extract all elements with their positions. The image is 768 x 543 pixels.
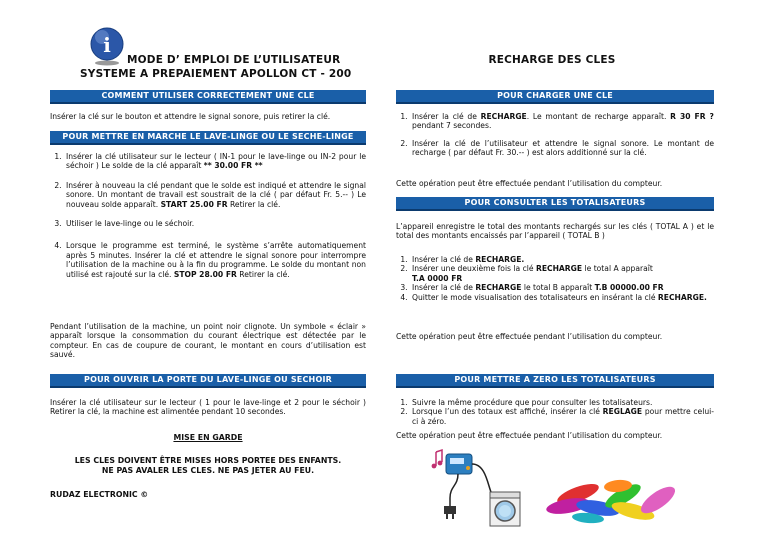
warning-title: MISE EN GARDE [173, 433, 243, 442]
totals-intro: L’appareil enregistre le total des montants rechargés sur les clés ( TOTAL A ) et le total des montants encaissés par l’appareil ( TOTAL B ) [396, 222, 714, 241]
start-steps-list [50, 152, 366, 279]
page-subtitle: SYSTEME A PREPAIEMENT APOLLON CT - 200 [80, 68, 352, 80]
svg-text:i: i [103, 33, 111, 57]
door-text: Insérer la clé utilisateur sur le lecteur ( 1 pour le lave-linge et 2 pour le séchoir ) Retirer la clé, la machine est alimentée pendant 10 secondes. [50, 398, 366, 417]
list-item: 1. Insérer la clé de RECHARGE. Le montant de recharge apparaît. R 30 FR ? pendant 7 secondes. [410, 112, 714, 131]
footer-brand: RUDAZ ELECTRONIC © [50, 490, 149, 499]
totals-steps-list [396, 255, 714, 302]
section-bar-open-door: POUR OUVRIR LA PORTE DU LAVE-LINGE OU SECHOIR [50, 374, 366, 388]
warning-line-1: LES CLES DOIVENT ÊTRE MISES HORS PORTEE DES ENFANTS. [74, 456, 342, 465]
section-bar-totals: POUR CONSULTER LES TOTALISATEURS [396, 197, 714, 211]
section-bar-use-key: COMMENT UTILISER CORRECTEMENT UNE CLE [50, 90, 366, 104]
list-item: 2. Insérer à nouveau la clé pendant que le solde est indiqué et attendre le signal sonore. Un montant de travail est soustrait de la clé ( par défaut Fr. 5.-- ) Le nouveau solde apparaît. START 25.00 FR Retirer la clé. [64, 181, 366, 209]
list-item: 2. Insérer une deuxième fois la clé RECHARGE le total A apparaît T.A 0000 FR [410, 264, 714, 283]
list-item: 1. Suivre la même procédure que pour consulter les totalisateurs. [410, 398, 714, 407]
charge-note: Cette opération peut être effectuée pendant l’utilisation du compteur. [396, 179, 663, 188]
charge-steps-list [396, 112, 714, 158]
list-item: 4. Lorsque le programme est terminé, le système s’arrête automatiquement après 5 minutes. Insérer la clé et attendre le signal sonore pour interrompre l’utilisation de la machine ou à la fin du programme. Le solde du montant non utilisé est rajouté sur la clé. STOP 28.00 FR Retirer la clé. [64, 241, 366, 279]
section-bar-reset: POUR METTRE A ZERO LES TOTALISATEURS [396, 374, 714, 388]
list-item: 3. Insérer la clé de RECHARGE le total B apparaît T.B 00000.00 FR [410, 283, 714, 292]
list-item: 2. Insérer la clé de l’utilisateur et attendre le signal sonore. Le montant de recharge ( par défaut Fr. 30.-- ) est alors additionné sur la clé. [410, 139, 714, 158]
intro-text: Insérer la clé sur le bouton et attendre le signal sonore, puis retirer la clé. [50, 112, 331, 121]
meter-washer-keys-illustration [428, 446, 690, 528]
list-item: 1. Insérer la clé utilisateur sur le lecteur ( IN-1 pour le lave-linge ou IN-2 pour le séchoir ) Le solde de la clé apparaît ** 30.00 FR ** [64, 152, 366, 171]
section-bar-charge-key: POUR CHARGER UNE CLE [396, 90, 714, 104]
section-bar-start-machine: POUR METTRE EN MARCHE LE LAVE-LINGE OU LE SECHE-LINGE [50, 131, 366, 145]
reset-steps-list [396, 398, 714, 426]
list-item: 4. Quitter le mode visualisation des totalisateurs en insérant la clé RECHARGE. [410, 293, 714, 302]
right-title: RECHARGE DES CLES [488, 54, 616, 66]
reset-note: Cette opération peut être effectuée pendant l’utilisation du compteur. [396, 431, 663, 440]
list-item: 3. Utiliser le lave-linge ou le séchoir. [64, 219, 366, 228]
list-item: 2. Lorsque l’un des totaux est affiché, insérer la clé REGLAGE pour mettre celui-ci à zéro. [410, 407, 714, 426]
info-icon [90, 26, 124, 66]
page-title: MODE D’ EMPLOI DE L’UTILISATEUR [127, 54, 341, 66]
totals-note: Cette opération peut être effectuée pendant l’utilisation du compteur. [396, 332, 663, 341]
usage-paragraph: Pendant l’utilisation de la machine, un point noir clignote. Un symbole « éclair » apparaît lorsque la consommation du courant électrique est détectée par le compteur. En cas de coupure de courant, le montant en cours d’utilisation est sauvé. [50, 322, 366, 360]
list-item: 1. Insérer la clé de RECHARGE. [410, 255, 714, 264]
warning-line-2: NE PAS AVALER LES CLES. NE PAS JETER AU FEU. [101, 466, 315, 475]
